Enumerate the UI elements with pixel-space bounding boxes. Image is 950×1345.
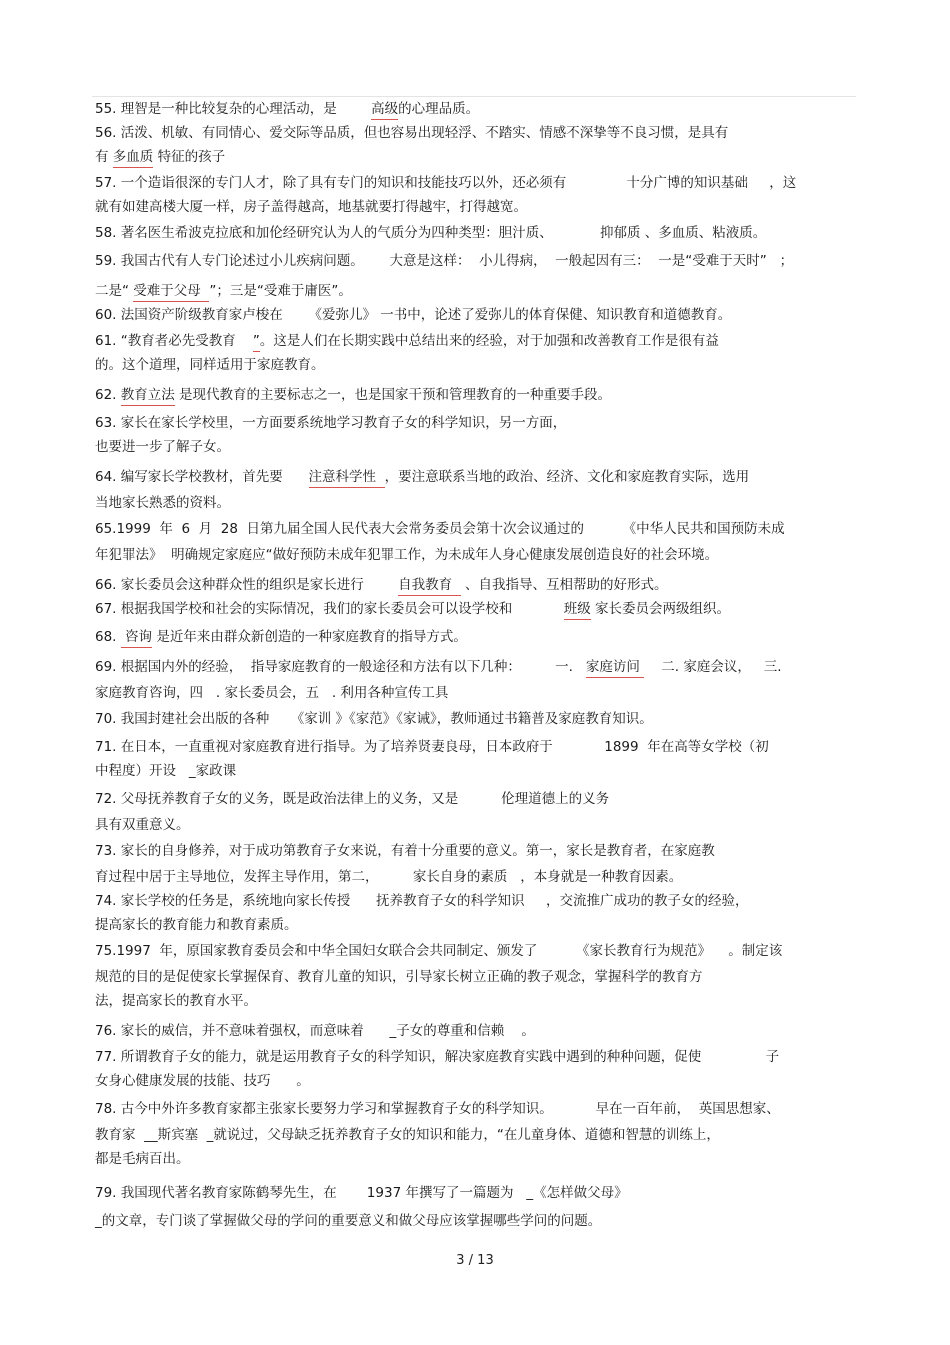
line-text: 59. 我国古代有人专门论述过小儿疾病问题。 大意是这样： 小儿得病， 一般起因有三： 一是“受难于天时” ； bbox=[95, 253, 794, 269]
answer-underlined: 高级 bbox=[371, 101, 398, 120]
question-line bbox=[95, 282, 352, 300]
line-text: 65.1999 年 6 月 28 日第九届全国人民代表大会常务委员会第十次会议通过的 《中华人民共和国预防未成 bbox=[95, 521, 785, 537]
line-text: 71. 在日本，一直重视对家庭教育进行指导。为了培养贤妻良母，日本政府于 1899 年在高等女学校（初 bbox=[95, 739, 769, 755]
question-line bbox=[95, 1184, 628, 1202]
question-line bbox=[95, 892, 748, 910]
line-text: 56. 活泼、机敏、有同情心、爱交际等品质，但也容易出现轻浮、不踏实、情感不深挚等不良习惯，是具有 bbox=[95, 125, 729, 141]
question-line bbox=[95, 438, 230, 456]
line-text: 女身心健康发展的技能、技巧 。 bbox=[95, 1073, 310, 1089]
question-line bbox=[95, 942, 782, 960]
question-line bbox=[95, 600, 730, 618]
line-text-rest: 是近年来由群众新创造的一种家庭教育的指导方式。 bbox=[152, 629, 467, 645]
line-text: 法，提高家长的教育水平。 bbox=[95, 993, 257, 1009]
question-line bbox=[95, 520, 785, 538]
question-line bbox=[95, 386, 611, 404]
question-line bbox=[95, 100, 479, 118]
answer-underlined: ” bbox=[253, 333, 260, 352]
line-text: 教育家 __斯宾塞 _就说过，父母缺乏抚养教育子女的知识和能力，“在儿童身体、道德和智慧的训练上， bbox=[95, 1127, 720, 1143]
line-text-rest: 。这是人们在长期实践中总结出来的经验，对于加强和改善教育工作是很有益 bbox=[259, 333, 719, 349]
question-line bbox=[95, 842, 715, 860]
line-text: 的。这个道理，同样适用于家庭教育。 bbox=[95, 357, 325, 373]
line-text-rest: 是现代教育的主要标志之一，也是国家干预和管理教育的一种重要手段。 bbox=[174, 387, 612, 403]
question-line bbox=[95, 546, 718, 564]
line-text: 58. 著名医生希波克拉底和加伦经研究认为人的气质分为四种类型：胆汁质、 抑郁质 、多血质、粘液质。 bbox=[95, 225, 767, 241]
answer-underlined: 家庭访问 bbox=[586, 659, 644, 678]
line-text: 69. 根据国内外的经验， 指导家庭教育的一般途径和方法有以下几种： 一. bbox=[95, 659, 586, 675]
answer-underlined: 自我教育 bbox=[398, 577, 461, 596]
question-line bbox=[95, 738, 769, 756]
line-text: 62. bbox=[95, 387, 121, 403]
line-text: 有 bbox=[95, 149, 113, 165]
line-text: 63. 家长在家长学校里，一方面要系统地学习教育子女的科学知识，另一方面， bbox=[95, 415, 567, 431]
line-text: 也要进一步了解子女。 bbox=[95, 439, 230, 455]
question-line bbox=[95, 252, 793, 270]
answer-underlined: 多血质 bbox=[113, 149, 154, 168]
line-text: 79. 我国现代著名教育家陈鹤琴先生，在 1937 年撰写了一篇题为 _《怎样做父母》 bbox=[95, 1185, 628, 1201]
answer-underlined: 咨询 bbox=[121, 629, 152, 648]
question-line bbox=[95, 1022, 535, 1040]
question-line bbox=[95, 658, 782, 676]
question-line bbox=[95, 414, 566, 432]
question-line bbox=[95, 174, 796, 192]
line-text: 73. 家长的自身修养，对于成功第教育子女来说，有着十分重要的意义。第一，家长是教育者，在家庭教 bbox=[95, 843, 715, 859]
question-line bbox=[95, 710, 653, 728]
answer-underlined: 注意科学性 bbox=[309, 469, 385, 488]
line-text: 年犯罪法》 明确规定家庭应“做好预防未成年犯罪工作，为未成年人身心健康发展创造良好的社会环境。 bbox=[95, 547, 719, 563]
line-text: 具有双重意义。 bbox=[95, 817, 190, 833]
answer-underlined: 受难于父母 bbox=[133, 283, 209, 302]
line-text: 72. 父母抚养教育子女的义务，既是政治法律上的义务，又是 伦理道德上的义务 bbox=[95, 791, 610, 807]
line-text: 57. 一个造诣很深的专门人才，除了具有专门的知识和技能技巧以外，还必须有 十分广博的知识基础 ，这 bbox=[95, 175, 797, 191]
line-text-rest: ”；三是“受难于庸医”。 bbox=[209, 283, 352, 299]
question-line bbox=[95, 1048, 779, 1066]
header-rule bbox=[92, 96, 856, 97]
question-line bbox=[95, 224, 766, 242]
line-text: 76. 家长的威信，并不意味着强权，而意味着 _子女的尊重和信赖 。 bbox=[95, 1023, 535, 1039]
question-line bbox=[95, 576, 667, 594]
line-text: 就有如建高楼大厦一样，房子盖得越高，地基就要打得越牢，打得越宽。 bbox=[95, 199, 527, 215]
line-text: 55. 理智是一种比较复杂的心理活动，是 bbox=[95, 101, 372, 117]
line-text: 78. 古今中外许多教育家都主张家长要努力学习和掌握教育子女的科学知识。 早在一百年前， 英国思想家、 bbox=[95, 1101, 780, 1117]
line-text: 规范的目的是促使家长掌握保育、教育儿童的知识，引导家长树立正确的教子观念，掌握科学的教育方 bbox=[95, 969, 703, 985]
line-text-rest: 家长委员会两级组织。 bbox=[590, 601, 731, 617]
question-line bbox=[95, 198, 527, 216]
question-line bbox=[95, 992, 257, 1010]
line-text: 家庭教育咨询，四 . 家长委员会，五 . 利用各种宣传工具 bbox=[95, 685, 449, 701]
line-text: 育过程中居于主导地位，发挥主导作用，第二， 家长自身的素质 ，本身就是一种教育因素。 bbox=[95, 869, 683, 885]
line-text: 64. 编写家长学校教材，首先要 bbox=[95, 469, 309, 485]
question-line bbox=[95, 1100, 780, 1118]
line-text: 77. 所谓教育子女的能力，就是运用教育子女的科学知识，解决家庭教育实践中遇到的种种问题，促使 子 bbox=[95, 1049, 780, 1065]
question-line bbox=[95, 148, 225, 166]
line-text: 74. 家长学校的任务是，系统地向家长传授 抚养教育子女的科学知识 ，交流推广成功的教子女的经验， bbox=[95, 893, 749, 909]
question-line bbox=[95, 684, 448, 702]
question-line bbox=[95, 1212, 601, 1230]
line-text: 61. “教育者必先受教育 bbox=[95, 333, 253, 349]
line-text: 中程度）开设 _家政课 bbox=[95, 763, 237, 779]
answer-underlined: 教育立法 bbox=[121, 387, 175, 406]
question-line bbox=[95, 816, 190, 834]
question-line bbox=[95, 468, 749, 486]
line-text: 提高家长的教育能力和教育素质。 bbox=[95, 917, 298, 933]
question-line bbox=[95, 1150, 190, 1168]
line-text-rest: ，要注意联系当地的政治、经济、文化和家庭教育实际，选用 bbox=[384, 469, 750, 485]
question-line bbox=[95, 762, 236, 780]
line-text: 当地家长熟悉的资料。 bbox=[95, 495, 230, 511]
line-text-rest: 二. 家庭会议， 三. bbox=[644, 659, 782, 675]
line-text: 75.1997 年，原国家教育委员会和中华全国妇女联合会共同制定、颁发了 《家长教育行为规范》 。制定该 bbox=[95, 943, 783, 959]
question-line bbox=[95, 1072, 310, 1090]
line-text: 67. 根据我国学校和社会的实际情况，我们的家长委员会可以设学校和 bbox=[95, 601, 564, 617]
question-line bbox=[95, 356, 325, 374]
question-line bbox=[95, 1126, 720, 1144]
line-text: 68. bbox=[95, 629, 121, 645]
question-line bbox=[95, 306, 731, 324]
line-text: 60. 法国资产阶级教育家卢梭在 《爱弥儿》 一书中，论述了爱弥儿的体育保健、知识教育和道德教育。 bbox=[95, 307, 732, 323]
line-text: _的文章，专门谈了掌握做父母的学问的重要意义和做父母应该掌握哪些学问的问题。 bbox=[95, 1213, 602, 1229]
line-text-rest: 特征的孩子 bbox=[153, 149, 226, 165]
line-text-rest: 、自我指导、互相帮助的好形式。 bbox=[460, 577, 668, 593]
question-line bbox=[95, 494, 230, 512]
answer-underlined: 班级 bbox=[564, 601, 591, 620]
line-text: 66. 家长委员会这种群众性的组织是家长进行 bbox=[95, 577, 399, 593]
question-line bbox=[95, 790, 609, 808]
question-line bbox=[95, 332, 719, 350]
line-text: 都是毛病百出。 bbox=[95, 1151, 190, 1167]
page-number: 3 / 13 bbox=[456, 1253, 494, 1268]
question-line bbox=[95, 124, 728, 142]
line-text: 二是“ bbox=[95, 283, 134, 299]
question-line bbox=[95, 916, 298, 934]
question-line bbox=[95, 968, 703, 986]
question-line bbox=[95, 628, 467, 646]
line-text: 70. 我国封建社会出版的各种 《家训 》《家范》《家诫》，教师通过书籍普及家庭教育知识。 bbox=[95, 711, 653, 727]
question-line bbox=[95, 868, 682, 886]
line-text-rest: 的心理品质。 bbox=[398, 101, 480, 117]
